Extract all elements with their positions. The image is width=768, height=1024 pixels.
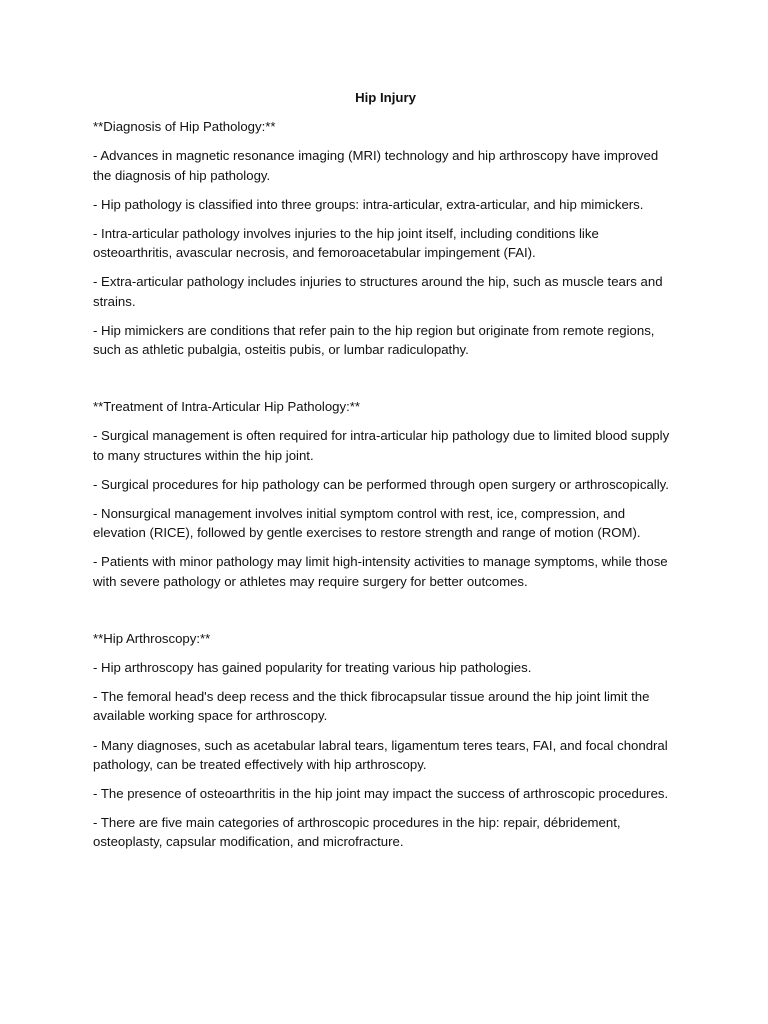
section-heading: **Treatment of Intra-Articular Hip Pathology:** <box>93 399 361 415</box>
paragraph: - Patients with minor pathology may limit high-intensity activities to manage symptoms, while those with severe pathology or athletes may require surgery for better outcomes. <box>93 554 668 589</box>
paragraph: - Hip mimickers are conditions that refer pain to the hip region but originate from remote regions, such as athletic pubalgia, osteitis pubis, or lumbar radiculopathy. <box>93 322 655 358</box>
paragraph: - Advances in magnetic resonance imaging (MRI) technology and hip arthroscopy have improved the diagnosis of hip pathology. <box>93 148 659 183</box>
paragraph: - Surgical management is often required for intra-articular hip pathology due to limited blood supply to many structures within the hip joint. <box>93 428 670 463</box>
paragraph: - Hip arthroscopy has gained popularity for treating various hip pathologies. <box>93 660 532 676</box>
section-spacer <box>93 369 678 397</box>
paragraph: - Nonsurgical management involves initial symptom control with rest, ice, compression, and elevation (RICE), followed by gentle exercises to restore strength and range of motion (ROM). <box>93 506 641 541</box>
document-title: Hip Injury <box>355 90 416 105</box>
paragraph: - Surgical procedures for hip pathology can be performed through open surgery or arthroscopically. <box>93 476 669 492</box>
paragraph: - There are five main categories of arthroscopic procedures in the hip: repair, débridement, osteoplasty, capsular modification, and microfracture. <box>93 815 621 850</box>
section-heading: **Diagnosis of Hip Pathology:** <box>93 119 276 135</box>
paragraph: - Extra-articular pathology includes injuries to structures around the hip, such as muscle tears and strains. <box>93 274 663 309</box>
section-spacer <box>93 601 678 629</box>
paragraph: - Intra-articular pathology involves injuries to the hip joint itself, including conditions like osteoarthritis, avascular necrosis, and femoroacetabular impingement (FAI). <box>93 226 599 261</box>
paragraph: - The femoral head's deep recess and the thick fibrocapsular tissue around the hip joint limit the available working space for arthroscopy. <box>93 689 650 724</box>
document-body <box>93 88 678 862</box>
section-arthroscopy <box>93 629 678 852</box>
paragraph: - Hip pathology is classified into three groups: intra-articular, extra-articular, and hip mimickers. <box>93 196 644 212</box>
section-diagnosis <box>93 117 678 359</box>
section-treatment <box>93 397 678 591</box>
section-heading: **Hip Arthroscopy:** <box>93 630 211 646</box>
paragraph: - The presence of osteoarthritis in the hip joint may impact the success of arthroscopic procedures. <box>93 786 669 802</box>
paragraph: - Many diagnoses, such as acetabular labral tears, ligamentum teres tears, FAI, and focal chondral pathology, can be treated effectively with hip arthroscopy. <box>93 737 668 772</box>
